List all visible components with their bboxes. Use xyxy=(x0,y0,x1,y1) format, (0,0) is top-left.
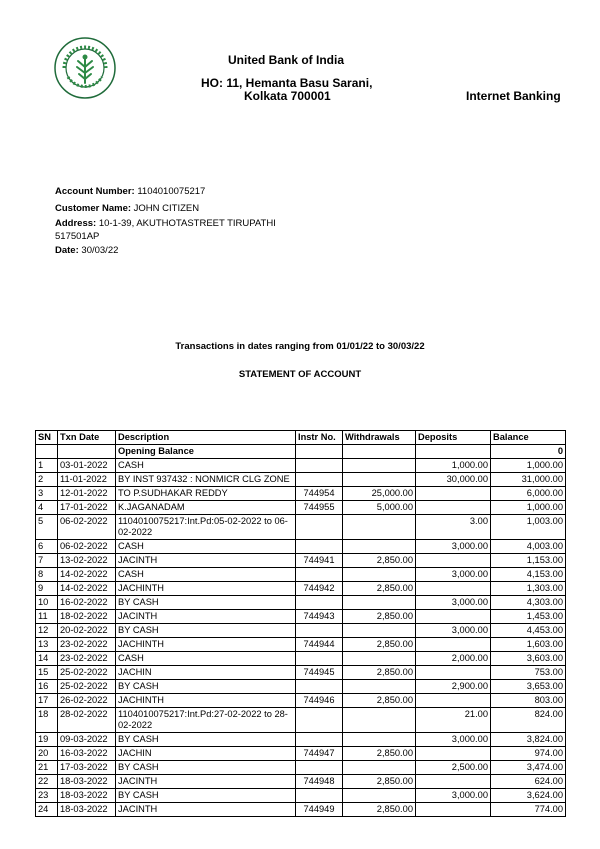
cell-description: JACINTH xyxy=(116,775,296,789)
table-row xyxy=(36,789,566,803)
statement-date: 30/03/22 xyxy=(81,245,119,256)
table-row xyxy=(36,733,566,747)
cell-balance: 824.00 xyxy=(491,708,566,733)
table-row xyxy=(36,694,566,708)
statement-title: STATEMENT OF ACCOUNT xyxy=(238,369,362,380)
cell-withdrawal: 2,850.00 xyxy=(343,803,416,817)
cell-description: JACHINTH xyxy=(116,582,296,596)
col-txn-date: Txn Date xyxy=(58,431,116,445)
cell-description: 1104010075217:Int.Pd:27-02-2022 to 28-02-2022 xyxy=(116,708,296,733)
table-row xyxy=(36,747,566,761)
date-row xyxy=(55,245,118,256)
cell-sn: 20 xyxy=(36,747,58,761)
table-row xyxy=(36,708,566,733)
opening-balance-label: Opening Balance xyxy=(116,445,296,459)
cell-instr-no xyxy=(296,624,343,638)
opening-balance-value: 0 xyxy=(491,445,566,459)
cell-description: BY CASH xyxy=(116,789,296,803)
cell-balance: 1,303.00 xyxy=(491,582,566,596)
cell-txn-date: 14-02-2022 xyxy=(58,568,116,582)
cell-sn: 11 xyxy=(36,610,58,624)
cell-sn: 1 xyxy=(36,459,58,473)
cell-withdrawal xyxy=(343,568,416,582)
col-withdrawals: Withdrawals xyxy=(343,431,416,445)
cell-deposit xyxy=(416,694,491,708)
cell-withdrawal xyxy=(343,789,416,803)
address-line1: 10-1-39, AKUTHOTASTREET TIRUPATHI xyxy=(98,218,276,229)
cell-withdrawal xyxy=(343,733,416,747)
cell-txn-date: 25-02-2022 xyxy=(58,680,116,694)
address-row xyxy=(55,218,276,229)
cell-description: TO P.SUDHAKAR REDDY xyxy=(116,487,296,501)
table-row xyxy=(36,540,566,554)
table-row xyxy=(36,501,566,515)
cell-sn: 6 xyxy=(36,540,58,554)
cell-sn: 5 xyxy=(36,515,58,540)
cell-withdrawal: 25,000.00 xyxy=(343,487,416,501)
internet-banking-label: Internet Banking xyxy=(466,89,561,103)
bank-name: United Bank of India xyxy=(228,53,345,67)
cell-withdrawal: 2,850.00 xyxy=(343,666,416,680)
cell-sn: 12 xyxy=(36,624,58,638)
cell-deposit: 3,000.00 xyxy=(416,789,491,803)
table-row xyxy=(36,775,566,789)
cell-balance: 31,000.00 xyxy=(491,473,566,487)
cell-withdrawal xyxy=(343,459,416,473)
cell-instr-no: 744949 xyxy=(296,803,343,817)
cell-deposit xyxy=(416,582,491,596)
cell-deposit xyxy=(416,747,491,761)
cell-txn-date: 12-01-2022 xyxy=(58,487,116,501)
cell-txn-date: 17-01-2022 xyxy=(58,501,116,515)
address-label: Address: xyxy=(55,218,97,229)
cell-balance: 3,474.00 xyxy=(491,761,566,775)
cell-sn: 13 xyxy=(36,638,58,652)
table-row xyxy=(36,473,566,487)
cell-balance: 3,653.00 xyxy=(491,680,566,694)
cell-deposit: 1,000.00 xyxy=(416,459,491,473)
cell-withdrawal: 2,850.00 xyxy=(343,694,416,708)
cell-deposit xyxy=(416,501,491,515)
cell-txn-date: 18-03-2022 xyxy=(58,775,116,789)
date-label: Date: xyxy=(55,245,79,256)
cell-deposit xyxy=(416,554,491,568)
cell-sn: 4 xyxy=(36,501,58,515)
cell-sn: 2 xyxy=(36,473,58,487)
table-row xyxy=(36,487,566,501)
cell-instr-no xyxy=(296,708,343,733)
cell-balance: 1,000.00 xyxy=(491,459,566,473)
cell-sn: 8 xyxy=(36,568,58,582)
cell-balance: 1,603.00 xyxy=(491,638,566,652)
cell-deposit xyxy=(416,803,491,817)
cell-description: 1104010075217:Int.Pd:05-02-2022 to 06-02-2022 xyxy=(116,515,296,540)
cell-instr-no xyxy=(296,473,343,487)
cell-sn: 10 xyxy=(36,596,58,610)
cell-instr-no xyxy=(296,761,343,775)
cell-description: CASH xyxy=(116,459,296,473)
cell-description: JACHINTH xyxy=(116,694,296,708)
cell-description: JACINTH xyxy=(116,610,296,624)
table-row xyxy=(36,680,566,694)
cell-balance: 624.00 xyxy=(491,775,566,789)
cell-deposit: 3,000.00 xyxy=(416,624,491,638)
cell-balance: 1,003.00 xyxy=(491,515,566,540)
cell-withdrawal: 5,000.00 xyxy=(343,501,416,515)
cell-description: K.JAGANADAM xyxy=(116,501,296,515)
cell-balance: 3,824.00 xyxy=(491,733,566,747)
table-row xyxy=(36,568,566,582)
cell-balance: 1,153.00 xyxy=(491,554,566,568)
cell-withdrawal xyxy=(343,652,416,666)
cell-sn: 15 xyxy=(36,666,58,680)
table-row xyxy=(36,666,566,680)
cell-deposit xyxy=(416,666,491,680)
opening-balance-row xyxy=(36,445,566,459)
customer-name-label: Customer Name: xyxy=(55,203,132,214)
cell-description: BY INST 937432 : NONMICR CLG ZONE xyxy=(116,473,296,487)
cell-description: BY CASH xyxy=(116,596,296,610)
cell-balance: 4,153.00 xyxy=(491,568,566,582)
cell-txn-date: 14-02-2022 xyxy=(58,582,116,596)
cell-txn-date: 16-02-2022 xyxy=(58,596,116,610)
cell-sn: 18 xyxy=(36,708,58,733)
cell-description: BY CASH xyxy=(116,761,296,775)
cell-txn-date: 18-03-2022 xyxy=(58,789,116,803)
cell-instr-no xyxy=(296,540,343,554)
cell-description: JACINTH xyxy=(116,803,296,817)
cell-balance: 6,000.00 xyxy=(491,487,566,501)
cell-description: CASH xyxy=(116,652,296,666)
cell-balance: 803.00 xyxy=(491,694,566,708)
cell-balance: 4,003.00 xyxy=(491,540,566,554)
cell-txn-date: 25-02-2022 xyxy=(58,666,116,680)
cell-instr-no: 744946 xyxy=(296,694,343,708)
cell-description: JACHIN xyxy=(116,747,296,761)
cell-withdrawal xyxy=(343,473,416,487)
cell-withdrawal xyxy=(343,596,416,610)
cell-instr-no xyxy=(296,733,343,747)
cell-withdrawal: 2,850.00 xyxy=(343,638,416,652)
cell-sn: 3 xyxy=(36,487,58,501)
cell-balance: 4,453.00 xyxy=(491,624,566,638)
table-row xyxy=(36,554,566,568)
cell-instr-no xyxy=(296,568,343,582)
col-instr-no: Instr No. xyxy=(296,431,343,445)
cell-txn-date: 11-01-2022 xyxy=(58,473,116,487)
cell-deposit: 3.00 xyxy=(416,515,491,540)
cell-withdrawal: 2,850.00 xyxy=(343,747,416,761)
table-row xyxy=(36,582,566,596)
table-row xyxy=(36,459,566,473)
cell-txn-date: 20-02-2022 xyxy=(58,624,116,638)
cell-txn-date: 13-02-2022 xyxy=(58,554,116,568)
date-range-text: Transactions in dates ranging from 01/01/22 to 30/03/22 xyxy=(175,341,425,352)
cell-instr-no: 744947 xyxy=(296,747,343,761)
cell-deposit xyxy=(416,638,491,652)
cell-deposit: 21.00 xyxy=(416,708,491,733)
cell-withdrawal: 2,850.00 xyxy=(343,610,416,624)
account-number-row xyxy=(55,186,205,197)
cell-sn: 19 xyxy=(36,733,58,747)
cell-balance: 3,624.00 xyxy=(491,789,566,803)
cell-description: BY CASH xyxy=(116,680,296,694)
cell-instr-no: 744955 xyxy=(296,501,343,515)
address-line2: 517501AP xyxy=(55,231,100,242)
cell-instr-no xyxy=(296,459,343,473)
cell-deposit xyxy=(416,610,491,624)
table-row xyxy=(36,638,566,652)
cell-sn: 16 xyxy=(36,680,58,694)
cell-txn-date: 26-02-2022 xyxy=(58,694,116,708)
cell-sn: 22 xyxy=(36,775,58,789)
table-header-row xyxy=(36,431,566,445)
cell-instr-no: 744944 xyxy=(296,638,343,652)
cell-txn-date: 28-02-2022 xyxy=(58,708,116,733)
cell-txn-date: 03-01-2022 xyxy=(58,459,116,473)
cell-sn: 14 xyxy=(36,652,58,666)
cell-withdrawal xyxy=(343,624,416,638)
col-deposits: Deposits xyxy=(416,431,491,445)
account-number-label: Account Number: xyxy=(55,186,135,197)
cell-deposit xyxy=(416,775,491,789)
cell-txn-date: 16-03-2022 xyxy=(58,747,116,761)
cell-withdrawal xyxy=(343,680,416,694)
bank-logo-icon xyxy=(54,37,116,99)
table-row xyxy=(36,761,566,775)
cell-deposit xyxy=(416,487,491,501)
cell-instr-no: 744943 xyxy=(296,610,343,624)
cell-balance: 3,603.00 xyxy=(491,652,566,666)
cell-sn: 23 xyxy=(36,789,58,803)
cell-sn: 24 xyxy=(36,803,58,817)
cell-description: CASH xyxy=(116,540,296,554)
cell-instr-no xyxy=(296,596,343,610)
table-row xyxy=(36,515,566,540)
cell-sn: 21 xyxy=(36,761,58,775)
cell-balance: 774.00 xyxy=(491,803,566,817)
cell-txn-date: 23-02-2022 xyxy=(58,652,116,666)
cell-instr-no: 744942 xyxy=(296,582,343,596)
cell-balance: 1,000.00 xyxy=(491,501,566,515)
cell-instr-no: 744948 xyxy=(296,775,343,789)
cell-sn: 9 xyxy=(36,582,58,596)
cell-withdrawal xyxy=(343,761,416,775)
table-row xyxy=(36,610,566,624)
cell-withdrawal xyxy=(343,708,416,733)
cell-description: JACHINTH xyxy=(116,638,296,652)
account-number: 1104010075217 xyxy=(137,186,206,197)
cell-withdrawal xyxy=(343,515,416,540)
cell-balance: 753.00 xyxy=(491,666,566,680)
table-row xyxy=(36,803,566,817)
cell-deposit: 2,900.00 xyxy=(416,680,491,694)
cell-description: BY CASH xyxy=(116,733,296,747)
cell-instr-no xyxy=(296,680,343,694)
col-balance: Balance xyxy=(491,431,566,445)
cell-balance: 974.00 xyxy=(491,747,566,761)
cell-deposit: 3,000.00 xyxy=(416,568,491,582)
cell-deposit: 30,000.00 xyxy=(416,473,491,487)
col-sn: SN xyxy=(36,431,58,445)
cell-balance: 1,453.00 xyxy=(491,610,566,624)
cell-sn: 7 xyxy=(36,554,58,568)
cell-deposit: 3,000.00 xyxy=(416,596,491,610)
cell-txn-date: 23-02-2022 xyxy=(58,638,116,652)
cell-deposit: 2,500.00 xyxy=(416,761,491,775)
cell-instr-no: 744941 xyxy=(296,554,343,568)
cell-deposit: 2,000.00 xyxy=(416,652,491,666)
cell-instr-no xyxy=(296,652,343,666)
cell-txn-date: 18-03-2022 xyxy=(58,803,116,817)
cell-withdrawal: 2,850.00 xyxy=(343,582,416,596)
cell-description: CASH xyxy=(116,568,296,582)
cell-instr-no xyxy=(296,515,343,540)
cell-txn-date: 18-02-2022 xyxy=(58,610,116,624)
customer-name: JOHN CITIZEN xyxy=(133,203,200,214)
cell-txn-date: 06-02-2022 xyxy=(58,515,116,540)
cell-description: JACHIN xyxy=(116,666,296,680)
table-row xyxy=(36,652,566,666)
cell-balance: 4,303.00 xyxy=(491,596,566,610)
cell-sn: 17 xyxy=(36,694,58,708)
bank-address-line2: Kolkata 700001 xyxy=(244,89,331,103)
customer-name-row xyxy=(55,203,199,214)
cell-txn-date: 17-03-2022 xyxy=(58,761,116,775)
cell-description: BY CASH xyxy=(116,624,296,638)
cell-withdrawal xyxy=(343,540,416,554)
cell-txn-date: 09-03-2022 xyxy=(58,733,116,747)
cell-deposit: 3,000.00 xyxy=(416,733,491,747)
table-row xyxy=(36,624,566,638)
table-row xyxy=(36,596,566,610)
transactions-table xyxy=(35,430,566,817)
cell-instr-no: 744954 xyxy=(296,487,343,501)
bank-address-line1: HO: 11, Hemanta Basu Sarani, xyxy=(201,76,373,90)
cell-instr-no xyxy=(296,789,343,803)
col-description: Description xyxy=(116,431,296,445)
cell-instr-no: 744945 xyxy=(296,666,343,680)
cell-deposit: 3,000.00 xyxy=(416,540,491,554)
cell-description: JACINTH xyxy=(116,554,296,568)
cell-withdrawal: 2,850.00 xyxy=(343,554,416,568)
cell-withdrawal: 2,850.00 xyxy=(343,775,416,789)
cell-txn-date: 06-02-2022 xyxy=(58,540,116,554)
